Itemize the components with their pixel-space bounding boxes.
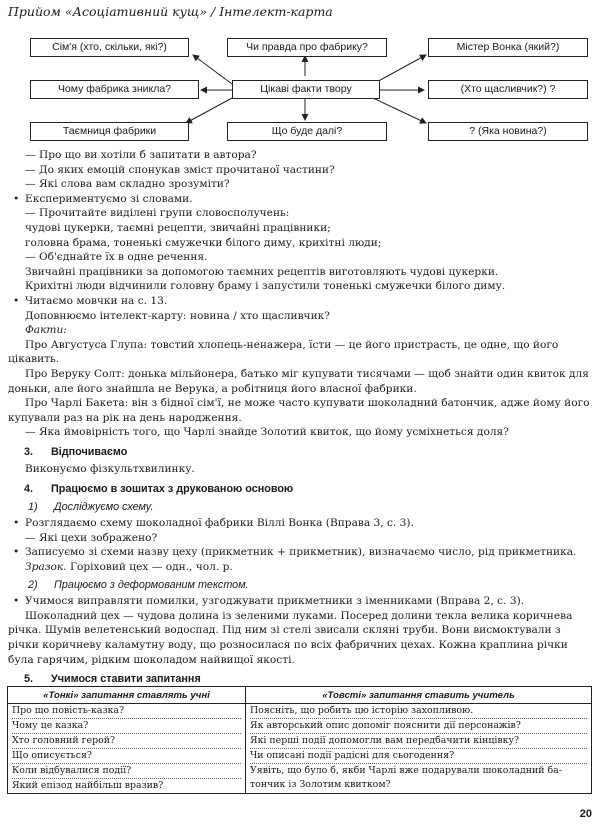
mindmap-node-factory-secret: Таємниця фабрики [30, 122, 189, 141]
page-number: 20 [579, 808, 592, 820]
section-title: Працюємо в зошитах з друкованою основою [51, 483, 294, 496]
question-line: — Яка ймовірність того, що Чарлі знайде Золотий квиток, що йому усміхнеться доля? [25, 426, 509, 439]
table-row: Про що повість-казка? [12, 704, 241, 719]
section-4-heading [8, 482, 594, 497]
text-line: Звичайні працівники за допомогою таємних рецептів виготовляють чудові цукерки. [25, 265, 499, 278]
mindmap-node-factory-truth: Чи правда про фабрику? [227, 38, 387, 57]
table-row: тончик із Золотим квитком? [250, 779, 391, 790]
thin-questions-cell [8, 704, 246, 794]
text-line: головна брама, тоненькі смужечки білого диму, крихітні люди; [25, 236, 382, 249]
section-number: 4. [24, 483, 34, 496]
sample-line: Зразок. Горіховий цех — одн., чол. р. [25, 561, 233, 574]
mindmap-node-what-next: Що буде далі? [227, 122, 387, 141]
table-row: Який епізод найбільш вразив? [12, 780, 164, 791]
thick-questions-cell [246, 704, 592, 794]
facts-label: Факти: [25, 324, 67, 337]
question-line: — Які цехи зображено? [25, 531, 158, 544]
bullet-item: • Експериментуємо зі словами. [8, 192, 594, 207]
table-row: Чи описані події радісні для сьогодення? [250, 749, 587, 764]
fact-paragraph: Про Веруку Солт: донька мільйонера, батько міг купувати тисячами — щоб знайти один квиток для доньки, але його знайшла не Верука, а робітниця його власної фабрики. [8, 367, 589, 395]
questions-table [7, 686, 592, 794]
text-line: Крихітні люди відчинили головну браму і запустили тоненькі смужечки білого диму. [25, 280, 506, 293]
text-line: Доповнюємо інтелект-карту: новина / хто щасливчик? [25, 309, 330, 322]
mindmap-node-mr-wonka: Містер Вонка (який?) [428, 38, 588, 57]
question-line: — До яких емоцій спонукав зміст прочитаної частини? [25, 163, 335, 176]
table-header-thin: «Тонкі» запитання ставлять учні [8, 687, 246, 704]
table-row: Поясніть, що робить цю історію захопливою. [250, 704, 587, 719]
table-row: Що описується? [12, 749, 241, 764]
bullet-item: • Розглядаємо схему шоколадної фабрики Віллі Вонка (Вправа 3, с. 3). [8, 516, 594, 531]
main-text [8, 148, 594, 690]
table-row: Як авторський опис допоміг пояснити дії персонажів? [250, 719, 587, 734]
section-5-heading [8, 672, 594, 687]
mindmap-center-node: Цікаві факти твору [232, 80, 380, 99]
text-line: чудові цукерки, таємні рецепти, звичайні працівники; [25, 221, 331, 234]
mindmap-node-family: Сім'я (хто, скільки, які?) [30, 38, 189, 57]
table-row: Чому це казка? [12, 719, 241, 734]
section-title: Відпочиваємо [51, 445, 128, 458]
subsection-heading: 1) Досліджуємо схему. [28, 500, 154, 513]
question-line: — Про що ви хотіли б запитати в автора? [25, 149, 257, 161]
table-row: Коли відбувалися події? [12, 764, 241, 779]
mindmap-node-news: ? (Яка новина?) [428, 122, 588, 141]
table-row: Уявіть, що було б, якби Чарлі вже подарували шоколадний ба- [250, 765, 562, 776]
text-line: Виконуємо фізкультхвилинку. [25, 463, 195, 476]
table-header-thick: «Товсті» запитання ставить учитель [246, 687, 592, 704]
fact-paragraph: Про Чарлі Бакета: він з бідної сім'ї, не може часто купувати шоколадний батончик, адже йому його купували раз на рік на день народження. [8, 397, 590, 424]
sample-label: Зразок. [25, 561, 67, 574]
question-line: — Які слова вам складно зрозуміти? [25, 178, 230, 191]
mindmap-node-lucky-one: (Хто щасливчик?) ? [428, 80, 588, 99]
section-3-heading [8, 445, 594, 460]
section-number: 3. [24, 445, 34, 458]
bullet-item: • Читаємо мовчки на с. 13. [8, 294, 594, 309]
subsection-heading: 2) Працюємо з деформованим текстом. [28, 578, 249, 591]
deformed-text-paragraph: Шоколадний цех — чудова долина із зеленими луками. Посеред долини текла велика коричнева річка. Шумів велетенський водоспад. Під ним зі стелі звисали скляні труби. Вони висмоктували з річки коричневу каламутну воду, що розносилася по всіх фабричних цехах. Кожна краплина річки була гарячим, рідким шоколадом найвищої якості. [8, 609, 573, 666]
text-line: — Об'єднайте їх в одне речення. [25, 251, 208, 264]
table-row: Хто головний герой? [12, 734, 241, 749]
mindmap-node-factory-gone: Чому фабрика зникла? [30, 80, 199, 99]
table-row: Які перші події допомогли вам передбачити кінцівку? [250, 734, 587, 749]
bullet-item: • Учимося виправляти помилки, узгоджувати прикметники з іменниками (Вправа 2, с. 3). [8, 594, 594, 609]
text-line: — Прочитайте виділені групи словосполучень: [25, 207, 290, 220]
bullet-item: • Записуємо зі схеми назву цеху (прикметник + прикметник), визначаємо число, рід прикметника. [8, 545, 594, 560]
page-header-title: Прийом «Асоціативний кущ» / Інтелект-карта [8, 4, 333, 19]
fact-paragraph: Про Августуса Глупа: товстий хлопець-ненажера, їсти — це його пристрасть, це одне, що його цікавить. [8, 338, 559, 366]
section-number: 5. [24, 673, 34, 686]
section-title: Учимося ставити запитання [51, 673, 201, 686]
